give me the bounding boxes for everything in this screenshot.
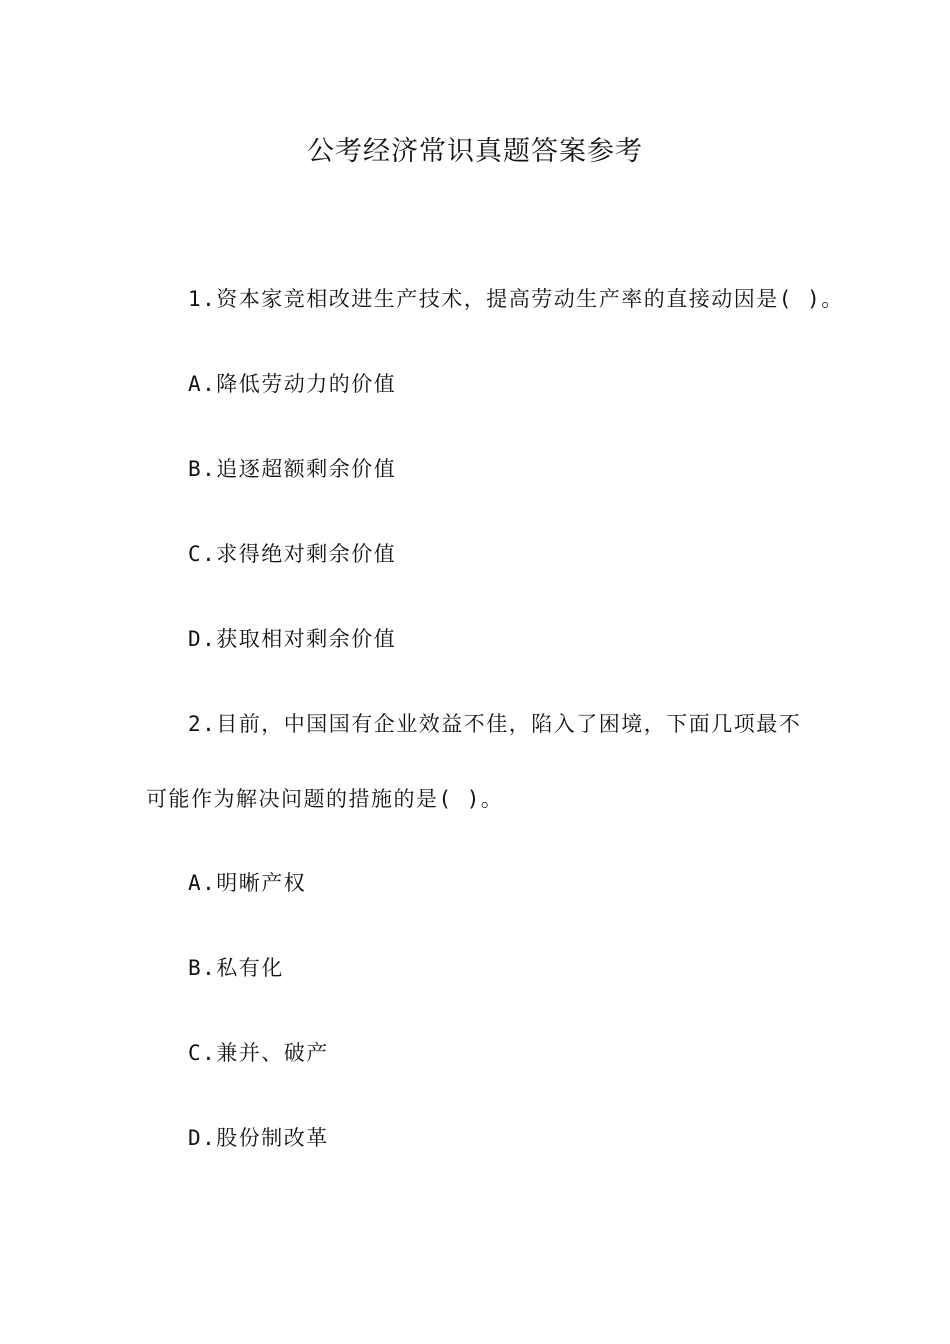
question-2-option-b: B.私有化 [188,956,284,980]
question-1-option-b: B.追逐超额剩余价值 [188,457,397,481]
question-1-stem: 1.资本家竞相改进生产技术，提高劳动生产率的直接动因是( )。 [188,287,844,311]
document-title: 公考经济常识真题答案参考 [307,136,643,167]
question-1-option-a: A.降低劳动力的价值 [188,372,397,396]
question-2-option-d: D.股份制改革 [188,1126,329,1150]
question-2-option-a: A.明晰产权 [188,871,307,895]
question-2-stem-line-2: 可能作为解决问题的措施的是( )。 [146,787,504,811]
question-2-option-c: C.兼并、破产 [188,1041,329,1065]
question-1-option-c: C.求得绝对剩余价值 [188,542,397,566]
question-1-option-d: D.获取相对剩余价值 [188,627,397,651]
question-2-stem-line-1: 2.目前，中国国有企业效益不佳，陷入了困境，下面几项最不 [188,712,802,736]
